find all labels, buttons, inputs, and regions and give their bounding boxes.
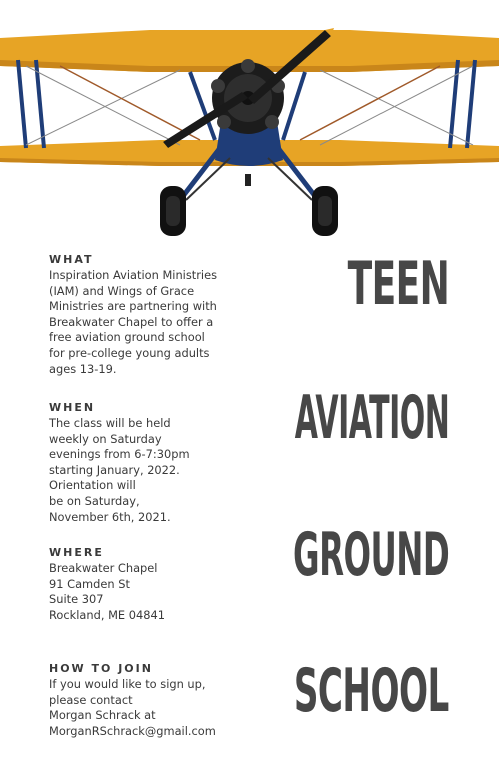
what-heading: WHAT	[49, 253, 94, 266]
what-body: Inspiration Aviation Ministries (IAM) and Wings of Grace Ministries are partnering with Breakwater Chapel to offer a free aviation ground school for pre-college young adults ages 13-19.	[49, 268, 218, 376]
how-to-join-body: If you would like to sign up, please contact Morgan Schrack at MorganRSchrack@gmail.com	[49, 677, 216, 738]
how-to-join-heading: HOW TO JOIN	[49, 662, 153, 675]
where-heading: WHERE	[49, 546, 104, 559]
title-word-school: SCHOOL	[294, 656, 449, 726]
when-heading: WHEN	[49, 401, 96, 414]
what-section	[49, 253, 229, 377]
when-body: The class will be held weekly on Saturday evenings from 6-7:30pm starting January, 2022. Orientation will be on Saturday, November 6th, 2021.	[49, 416, 190, 524]
where-body: Breakwater Chapel 91 Camden St Suite 307 Rockland, ME 04841	[49, 561, 165, 622]
biplane-image	[0, 0, 499, 245]
title-word-teen: TEEN	[347, 249, 449, 319]
title-word-ground: GROUND	[292, 520, 449, 590]
title-word-aviation: AVIATION	[294, 383, 449, 453]
